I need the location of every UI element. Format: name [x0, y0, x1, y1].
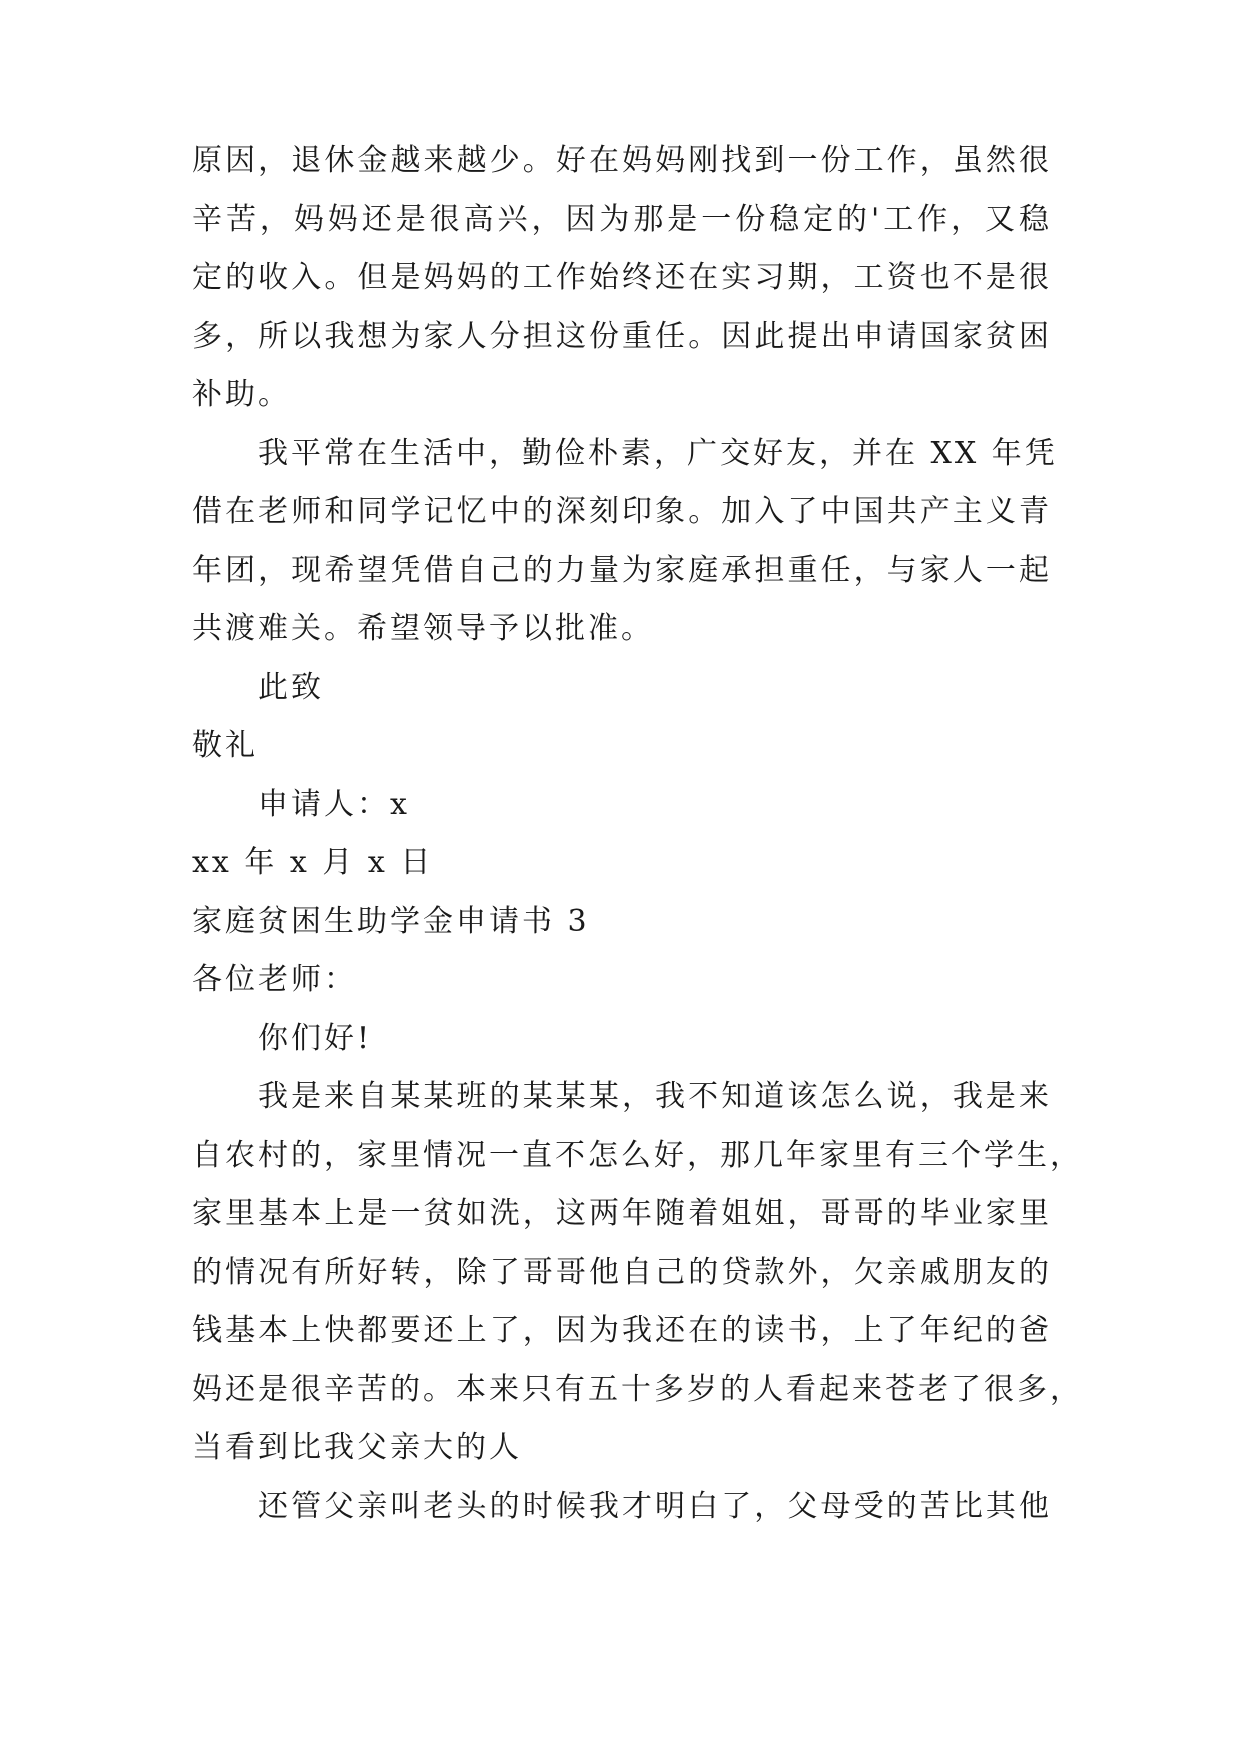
text-line: 钱基本上快都要还上了，因为我还在的读书，上了年纪的爸	[192, 1313, 1052, 1348]
text-line: 辛苦，妈妈还是很高兴，因为那是一份稳定的'工作，又稳	[192, 201, 1052, 237]
text-line: 年团，现希望凭借自己的力量为家庭承担重任，与家人一起	[192, 552, 1052, 588]
letter-greeting: 你们好!	[258, 1020, 373, 1056]
closing-regards: 敬礼	[192, 728, 258, 763]
text-line: 的情况有所好转，除了哥哥他自己的贷款外，欠亲戚朋友的	[192, 1254, 1052, 1290]
text-line: 妈还是很辛苦的。本来只有五十多岁的人看起来苍老了很多，	[192, 1371, 1083, 1407]
document-body	[192, 132, 1083, 1536]
paragraph-first-line: 我是来自某某班的某某某，我不知道该怎么说，我是来	[258, 1079, 1052, 1114]
closing-salutation: 此致	[258, 669, 324, 705]
text-line: 当看到比我父亲大的人	[192, 1430, 522, 1465]
section-title: 家庭贫困生助学金申请书 3	[192, 903, 590, 939]
text-line: 自农村的，家里情况一直不怎么好，那几年家里有三个学生，	[192, 1137, 1083, 1173]
text-line: 共渡难关。希望领导予以批准。	[192, 611, 654, 646]
text-line: 原因，退休金越来越少。好在妈妈刚找到一份工作，虽然很	[192, 143, 1052, 178]
letter-date: xx 年 x 月 x 日	[192, 845, 434, 880]
letter-addressee: 各位老师：	[192, 962, 357, 997]
text-line: 定的收入。但是妈妈的工作始终还在实习期，工资也不是很	[192, 260, 1052, 295]
applicant-signature: 申请人：x	[258, 786, 410, 822]
paragraph-first-line: 我平常在生活中，勤俭朴素，广交好友，并在 XX 年凭	[258, 435, 1058, 471]
text-line: 借在老师和同学记忆中的深刻印象。加入了中国共产主义青	[192, 494, 1052, 529]
text-line: 补助。	[192, 377, 291, 412]
text-line: 家里基本上是一贫如洗，这两年随着姐姐，哥哥的毕业家里	[192, 1196, 1052, 1231]
text-line: 多，所以我想为家人分担这份重任。因此提出申请国家贫困	[192, 318, 1052, 354]
paragraph-first-line: 还管父亲叫老头的时候我才明白了，父母受的苦比其他	[258, 1488, 1052, 1524]
